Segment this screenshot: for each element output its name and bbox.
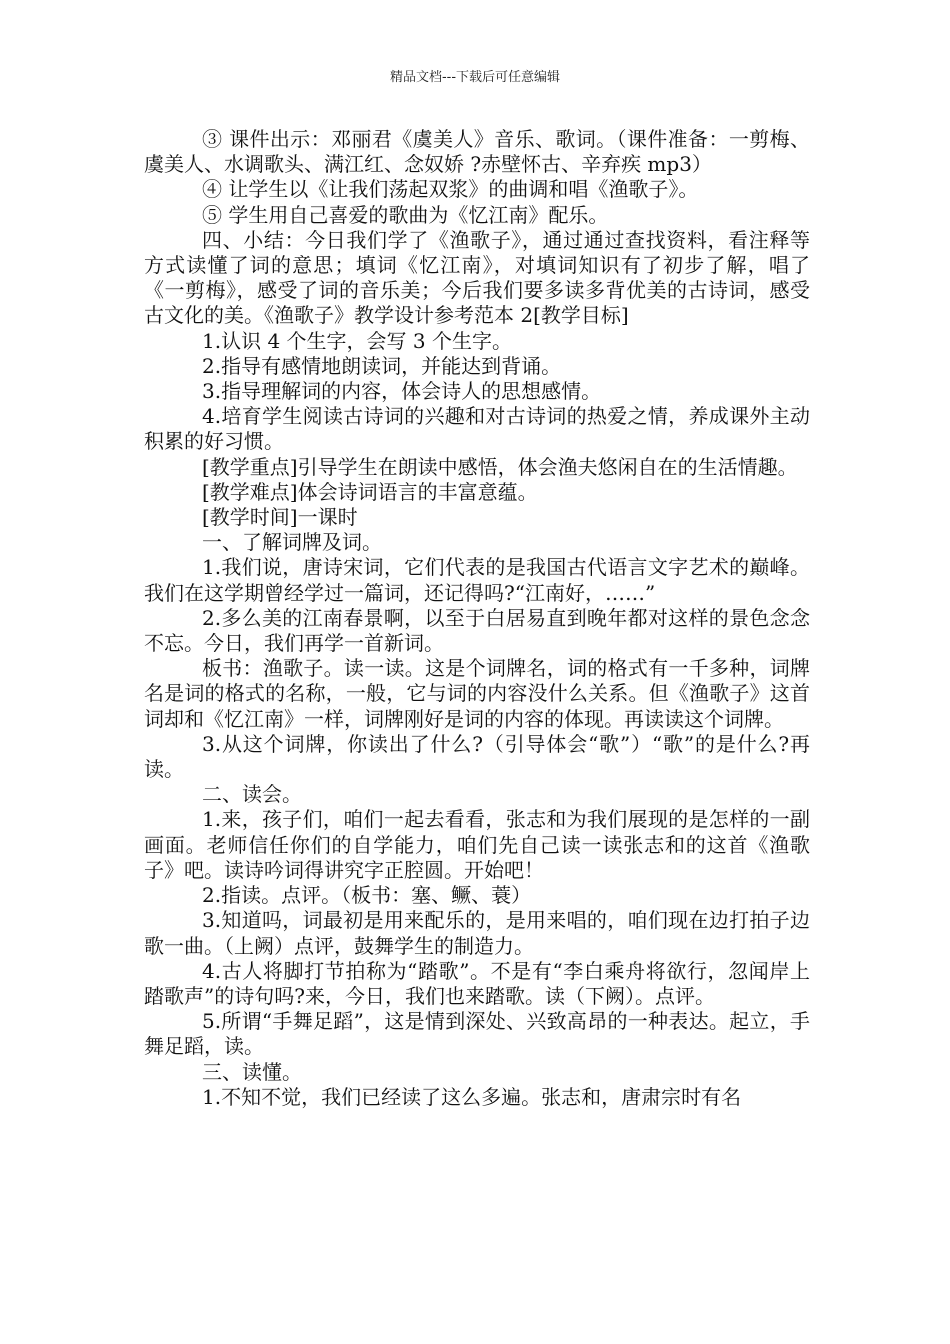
paragraph: [教学重点]引导学生在朗读中感悟，体会渔夫悠闲自在的生活情趣。 (202, 454, 798, 479)
paragraph: 3.从这个词牌，你读出了什么?（引导体会“歌”）“歌”的是什么?再读。 (144, 731, 810, 782)
paragraph: 1.来，孩子们，咱们一起去看看，张志和为我们展现的是怎样的一副画面。老师信任你们的自学能力，咱们先自己读一读张志和的这首《渔歌子》吧。读诗吟词得讲究字正腔圆。开始吧！ (144, 807, 810, 882)
paragraph: 2.指导有感情地朗读词，并能达到背诵。 (202, 353, 562, 378)
document-body (144, 127, 810, 1110)
paragraph: 4.古人将脚打节拍称为“踏歌”。不是有“李白乘舟将欲行，忽闻岸上踏歌声”的诗句吗?来，今日，我们也来踏歌。读（下阙）。点评。 (144, 958, 810, 1008)
paragraph: 三、读懂。 (202, 1059, 302, 1084)
paragraph: 5.所谓“手舞足蹈”，这是情到深处、兴致高昂的一种表达。起立，手舞足蹈，读。 (144, 1009, 810, 1059)
paragraph: 一、了解词牌及词。 (202, 530, 382, 555)
paragraph: 1.不知不觉，我们已经读了这么多遍。张志和，唐肃宗时有名 (202, 1084, 742, 1109)
paragraph: 四、小结：今日我们学了《渔歌子》，通过通过查找资料，看注释等方式读懂了词的意思；填词《忆江南》，对填词知识有了初步了解，唱了《一剪梅》，感受了词的音乐美；今后我们要多读多背优美的古诗词，感受古文化的美。《渔歌子》教学设计参考范本 2[教学目标] (144, 227, 810, 328)
paragraph: 3.指导理解词的内容，体会诗人的思想感情。 (202, 379, 602, 404)
paragraph: 2.多么美的江南春景啊，以至于白居易直到晚年都对这样的景色念念不忘。今日，我们再学一首新词。 (144, 605, 810, 656)
paragraph: [教学时间]一课时 (202, 505, 358, 530)
paragraph: 1.认识 4 个生字，会写 3 个生字。 (202, 328, 512, 353)
paragraph: ⑤ 学生用自己喜爱的歌曲为《忆江南》配乐。 (202, 202, 609, 227)
paragraph: [教学难点]体会诗词语言的丰富意蕴。 (202, 479, 538, 504)
paragraph: 二、读会。 (202, 782, 302, 807)
paragraph: ④ 让学生以《让我们荡起双浆》的曲调和唱《渔歌子》。 (202, 177, 699, 202)
paragraph: 4.培育学生阅读古诗词的兴趣和对古诗词的热爱之情，养成课外主动积累的好习惯。 (144, 404, 810, 454)
paragraph: 1.我们说，唐诗宋词，它们代表的是我国古代语言文字艺术的巅峰。我们在这学期曾经学过一篇词，还记得吗?“江南好，……” (144, 555, 810, 605)
page-header: 精品文档---下载后可任意编辑 (389, 70, 561, 85)
paragraph: ③ 课件出示：邓丽君《虞美人》音乐、歌词。（课件准备：一剪梅、虞美人、水调歌头、满江红、念奴娇 ?赤壁怀古、辛弃疾 mp3） (144, 127, 810, 177)
paragraph: 2.指读。点评。（板书：塞、鳜、蓑） (202, 883, 532, 908)
paragraph: 板书：渔歌子。读一读。这是个词牌名，词的格式有一千多种，词牌名是词的格式的名称，一般，它与词的内容没什么关系。但《渔歌子》这首词却和《忆江南》一样，词牌刚好是词的内容的体现。再读读这个词牌。 (144, 656, 810, 731)
paragraph: 3.知道吗，词最初是用来配乐的，是用来唱的，咱们现在边打拍子边歌一曲。（上阙）点评，鼓舞学生的制造力。 (144, 908, 810, 958)
